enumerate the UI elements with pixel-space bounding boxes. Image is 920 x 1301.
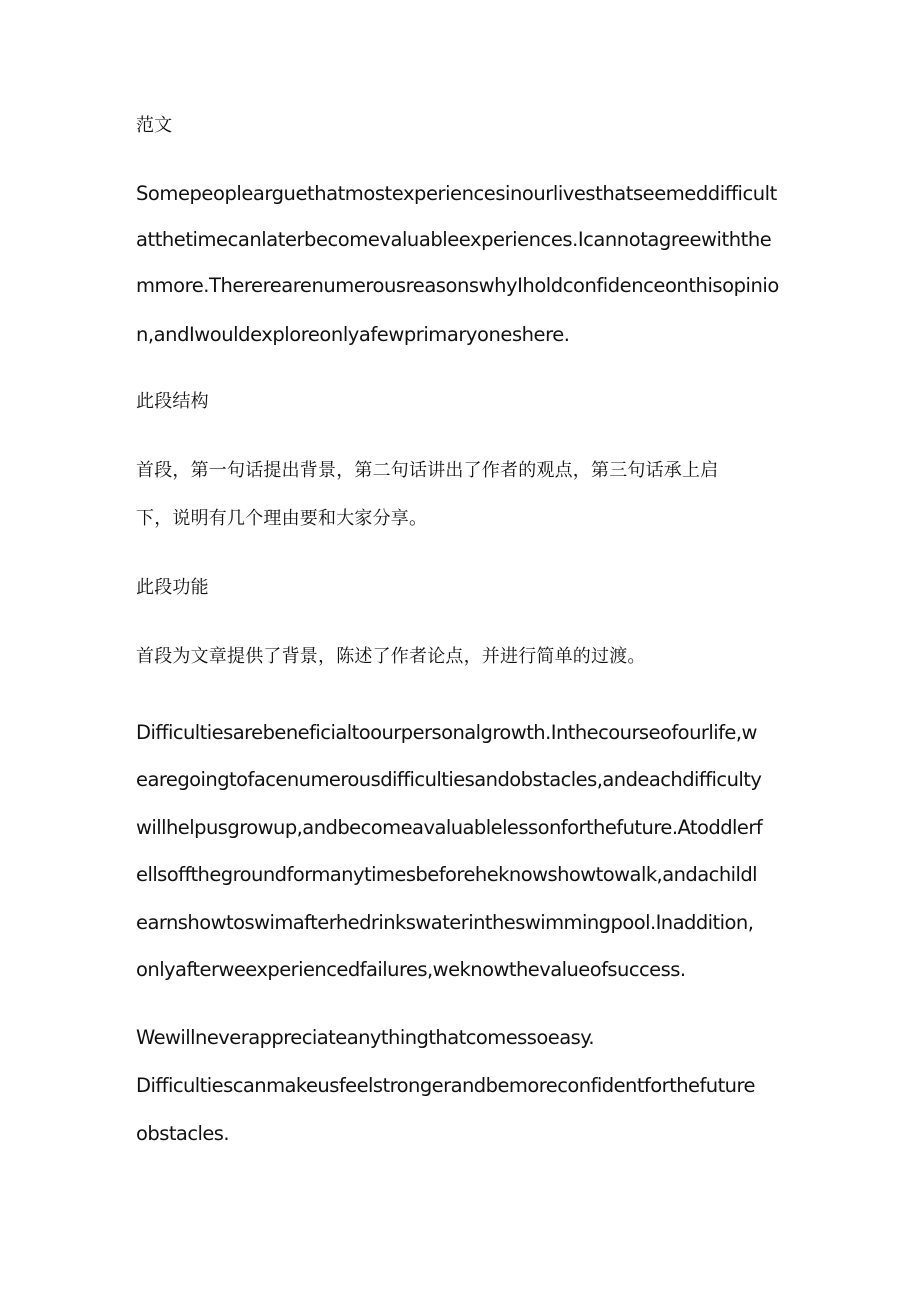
heading-fanwen: 范文 <box>136 115 173 136</box>
body1-line-2: earegoingtofacenumerousdifficultiesandobstacles,andeachdifficulty <box>136 768 762 791</box>
intro-line-3: mmore.ThererearenumerousreasonswhyIholdconfidenceonthisopinio <box>136 274 779 297</box>
intro-line-2: atthetimecanlaterbecomevaluableexperiences.Icannotagreewiththe <box>136 228 772 251</box>
intro-line-4: n,andIwouldexploreonlyafewprimaryoneshere. <box>136 323 570 346</box>
function-heading: 此段功能 <box>136 577 209 598</box>
body1-line-1: Difficultiesarebeneficialtoourpersonalgrowth.Inthecourseofourlife,w <box>136 721 757 744</box>
body2-line-2: Difficultiescanmakeusfeelstrongerandbemoreconfidentforthefuture <box>136 1074 755 1097</box>
intro-line-1: Somepeoplearguethatmostexperiencesinourlivesthatseemeddifficult <box>136 182 777 205</box>
body2-line-3: obstacles. <box>136 1122 230 1145</box>
body1-line-4: ellsoffthegroundformanytimesbeforeheknowshowtowalk,andachildl <box>136 863 758 886</box>
function-text: 首段为文章提供了背景，陈述了作者论点，并进行简单的过渡。 <box>136 646 646 667</box>
body1-line-6: onlyafterweexperiencedfailures,weknowthevalueofsuccess. <box>136 958 686 981</box>
structure-heading: 此段结构 <box>136 391 209 412</box>
body1-line-3: willhelpusgrowup,andbecomeavaluablelessonforthefuture.Atoddlerf <box>136 816 763 839</box>
body1-line-5: earnshowtoswimafterhedrinkswaterintheswimmingpool.Inaddition, <box>136 911 754 934</box>
structure-text-line-1: 首段，第一句话提出背景，第二句话讲出了作者的观点，第三句话承上启 <box>136 460 719 481</box>
structure-text-line-2: 下，说明有几个理由要和大家分享。 <box>136 508 428 529</box>
body2-line-1: Wewillneverappreciateanythingthatcomessoeasy. <box>136 1026 595 1049</box>
